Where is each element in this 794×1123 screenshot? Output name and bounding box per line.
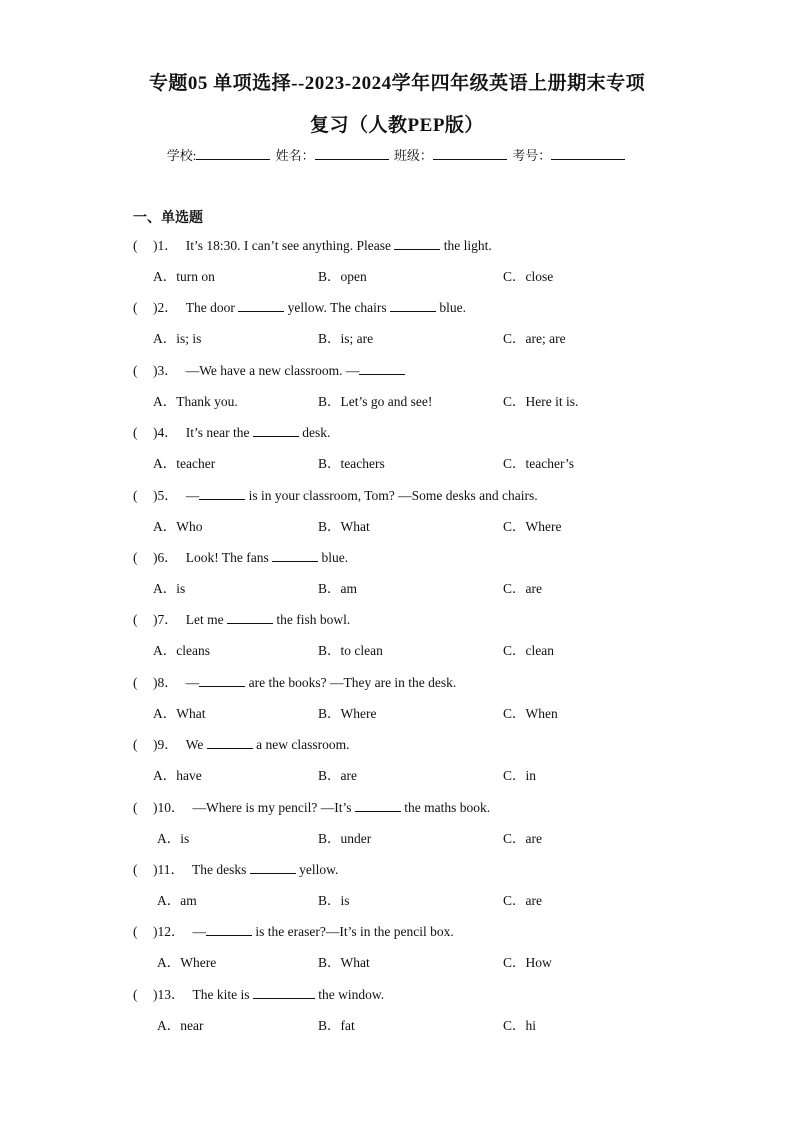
option-b[interactable]: B．Let’s go and see! xyxy=(318,393,433,409)
question-number: )7． xyxy=(153,612,178,628)
fill-in-blank[interactable] xyxy=(250,861,296,874)
question-number: )1． xyxy=(153,238,178,253)
option-a[interactable]: A．is; is xyxy=(153,331,202,347)
question-text: —Where is my pencil? —It’s xyxy=(192,799,355,815)
question-12 xyxy=(133,920,454,940)
option-c[interactable]: C．When xyxy=(503,705,558,721)
answer-paren[interactable]: ( xyxy=(133,674,138,690)
question-6 xyxy=(133,546,348,566)
answer-paren[interactable]: ( xyxy=(133,238,138,253)
question-text: the maths book. xyxy=(400,799,491,815)
question-number: )6． xyxy=(153,550,178,565)
class-field[interactable] xyxy=(433,147,507,160)
option-c[interactable]: C．in xyxy=(503,768,537,784)
answer-paren[interactable]: ( xyxy=(133,487,138,503)
fill-in-blank[interactable] xyxy=(253,424,299,437)
option-c[interactable]: C．Here it is. xyxy=(503,393,579,409)
question-text: It’s 18:30. I can’t see anything. Please xyxy=(185,238,395,253)
option-a[interactable]: A．Thank you. xyxy=(153,393,238,409)
answer-paren[interactable]: ( xyxy=(133,924,138,940)
option-c[interactable]: C．teacher’s xyxy=(503,456,574,472)
question-text: blue. xyxy=(435,300,466,316)
question-number: )4． xyxy=(153,425,178,441)
option-b[interactable]: B．under xyxy=(318,830,372,846)
name-label: 姓名： xyxy=(275,148,315,163)
question-number: )9． xyxy=(153,737,178,753)
question-text: — xyxy=(185,487,200,503)
answer-paren[interactable]: ( xyxy=(133,862,138,877)
fill-in-blank[interactable] xyxy=(355,799,401,812)
question-text: is in your classroom, Tom? —Some desks and chairs. xyxy=(245,487,538,503)
fill-in-blank[interactable] xyxy=(207,736,253,749)
option-c[interactable]: C．are xyxy=(503,893,542,908)
title-line-1: 专题05 单项选择--2023-2024学年四年级英语上册期末专项 xyxy=(148,73,646,94)
option-a[interactable]: A．Who xyxy=(153,518,203,534)
school-field[interactable] xyxy=(196,147,270,160)
question-number: )3． xyxy=(153,362,178,378)
question-number: )10． xyxy=(153,799,185,815)
option-b[interactable]: B．is xyxy=(318,893,350,908)
option-a[interactable]: A．near xyxy=(157,1017,204,1033)
option-a[interactable]: A．is xyxy=(153,581,186,596)
question-text: The door xyxy=(185,300,239,316)
option-a[interactable]: A．Where xyxy=(157,955,217,971)
fill-in-blank[interactable] xyxy=(227,611,273,624)
fill-in-blank[interactable] xyxy=(359,362,405,375)
option-c[interactable]: C．clean xyxy=(503,643,554,659)
section-title: 一、单选题 xyxy=(133,211,203,226)
option-b[interactable]: B．What xyxy=(318,518,370,534)
question-text: We xyxy=(185,737,207,753)
option-a[interactable]: A．cleans xyxy=(153,643,210,659)
exam-number-field[interactable] xyxy=(551,147,625,160)
option-c[interactable]: C．Where xyxy=(503,518,562,534)
title-line-2: 复习（人教PEP版） xyxy=(310,115,484,136)
fill-in-blank[interactable] xyxy=(206,923,252,936)
school-label: 学校: xyxy=(166,148,197,163)
question-4 xyxy=(133,421,330,441)
question-13 xyxy=(133,983,384,1003)
question-text: It’s near the xyxy=(185,425,253,441)
question-text: is the eraser?—It’s in the pencil box. xyxy=(252,924,454,940)
answer-paren[interactable]: ( xyxy=(133,362,138,378)
question-text: the window. xyxy=(314,986,385,1002)
option-b[interactable]: B．are xyxy=(318,768,357,784)
option-c[interactable]: C．hi xyxy=(503,1017,537,1033)
answer-paren[interactable]: ( xyxy=(133,300,138,316)
option-b[interactable]: B．What xyxy=(318,955,370,971)
answer-paren[interactable]: ( xyxy=(133,550,138,565)
question-10 xyxy=(133,796,490,816)
student-info-row xyxy=(0,145,794,164)
exam-number-label: 考号： xyxy=(512,148,552,163)
option-b[interactable]: B．is; are xyxy=(318,331,374,347)
option-a[interactable]: A．teacher xyxy=(153,456,216,472)
question-number: )11． xyxy=(153,862,184,877)
question-text: yellow. The chairs xyxy=(284,300,390,316)
question-number: )2． xyxy=(153,300,178,316)
fill-in-blank[interactable] xyxy=(199,487,245,500)
question-text: yellow. xyxy=(295,862,339,877)
fill-in-blank[interactable] xyxy=(253,986,315,999)
question-text: are the books? —They are in the desk. xyxy=(245,674,457,690)
option-b[interactable]: B．fat xyxy=(318,1017,355,1033)
question-text: desk. xyxy=(298,425,331,441)
question-8 xyxy=(133,671,456,691)
question-9 xyxy=(133,733,350,753)
name-field[interactable] xyxy=(315,147,389,160)
question-5 xyxy=(133,484,538,504)
fill-in-blank[interactable] xyxy=(394,237,440,250)
option-a[interactable]: A．have xyxy=(153,768,202,784)
option-c[interactable]: C．close xyxy=(503,269,554,284)
question-number: )8． xyxy=(153,674,178,690)
question-text: — xyxy=(185,674,200,690)
answer-paren[interactable]: ( xyxy=(133,799,138,815)
question-7 xyxy=(133,608,350,628)
option-b[interactable]: B．open xyxy=(318,269,367,284)
question-text: Let me xyxy=(185,612,227,628)
option-c[interactable]: C．are xyxy=(503,830,542,846)
question-number: )5． xyxy=(153,487,178,503)
option-b[interactable]: B．to clean xyxy=(318,643,383,659)
fill-in-blank[interactable] xyxy=(272,549,318,562)
question-text: the light. xyxy=(440,238,492,253)
question-text: blue. xyxy=(318,550,349,565)
question-text: Look! The fans xyxy=(185,550,273,565)
option-a[interactable]: A．turn on xyxy=(153,269,215,284)
option-a[interactable]: A．is xyxy=(157,830,190,846)
question-2 xyxy=(133,296,466,316)
question-3 xyxy=(133,359,405,379)
option-b[interactable]: B．Where xyxy=(318,705,377,721)
class-label: 班级： xyxy=(393,148,433,163)
question-11 xyxy=(133,858,338,878)
option-b[interactable]: B．teachers xyxy=(318,456,385,472)
answer-paren[interactable]: ( xyxy=(133,425,138,441)
question-text: — xyxy=(192,924,206,940)
question-text: The kite is xyxy=(192,986,253,1002)
answer-paren[interactable]: ( xyxy=(133,737,138,753)
question-1 xyxy=(133,234,492,254)
option-c[interactable]: C．How xyxy=(503,955,552,971)
answer-paren[interactable]: ( xyxy=(133,986,138,1002)
question-text: the fish bowl. xyxy=(272,612,351,628)
option-a[interactable]: A．am xyxy=(157,893,197,908)
question-text: a new classroom. xyxy=(252,737,350,753)
question-text: —We have a new classroom. — xyxy=(185,362,360,378)
option-b[interactable]: B．am xyxy=(318,581,357,596)
option-a[interactable]: A．What xyxy=(153,705,206,721)
option-c[interactable]: C．are; are xyxy=(503,331,566,347)
question-number: )13． xyxy=(153,986,185,1002)
fill-in-blank[interactable] xyxy=(199,674,245,687)
fill-in-blank[interactable] xyxy=(390,299,436,312)
answer-paren[interactable]: ( xyxy=(133,612,138,628)
option-c[interactable]: C．are xyxy=(503,581,542,596)
fill-in-blank[interactable] xyxy=(238,299,284,312)
question-number: )12． xyxy=(153,924,185,940)
question-text: The desks xyxy=(192,862,250,877)
